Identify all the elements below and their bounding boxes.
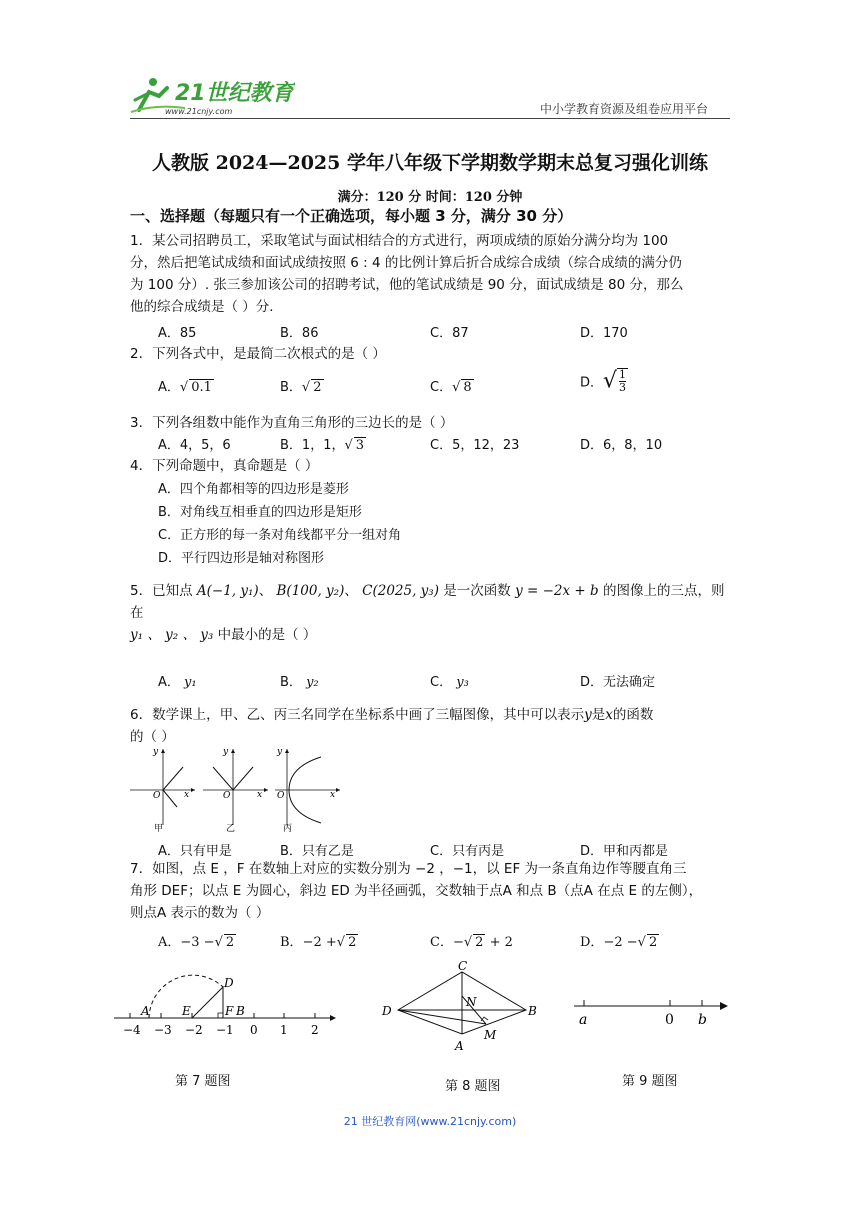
q6-line1a: 6．数学课上，甲、乙、丙三名同学在坐标系中画了三幅图像，其中可以表示 bbox=[130, 707, 585, 723]
q2-label-b: B． bbox=[280, 380, 302, 395]
q5-option-a[interactable] bbox=[158, 671, 197, 690]
q7-option-c[interactable]: C．−√ 2 + 2 bbox=[430, 935, 513, 950]
q6-option-c[interactable]: C．只有丙是 bbox=[430, 844, 505, 859]
q7-a-radicand: 2 bbox=[225, 935, 235, 950]
q2-label-d: D． bbox=[580, 375, 604, 391]
q7-option-a[interactable]: A．−3 −√ 2 bbox=[158, 935, 235, 950]
graph-jia bbox=[130, 747, 195, 834]
q5-end: 的图像上的三点，则在 bbox=[130, 583, 725, 621]
question-3: 3．下列各组数中能作为直角三角形的三边长的是（ ） bbox=[130, 415, 454, 431]
q7-option-d[interactable]: D．−2 −√ 2 bbox=[580, 935, 658, 950]
figure-7 bbox=[112, 970, 342, 1040]
fig8-caption: 第 8 题图 bbox=[445, 1079, 501, 1094]
question-7 bbox=[130, 858, 730, 924]
q2-option-d[interactable]: D．√ $\frac{1}{3}$ bbox=[580, 368, 627, 394]
fig7-point-a: A bbox=[141, 1004, 150, 1018]
fig7-point-f: F bbox=[225, 1004, 234, 1018]
fig9-label-a: a bbox=[579, 1012, 588, 1028]
question-1 bbox=[130, 230, 730, 318]
q2-a-radicand: 0.1 bbox=[191, 380, 212, 395]
fig7-tick: −1 bbox=[216, 1023, 234, 1037]
bing-y: y bbox=[277, 747, 283, 757]
fig9-caption: 第 9 题图 bbox=[622, 1074, 678, 1089]
q5-mid: 是一次函数 bbox=[443, 583, 511, 599]
q5-option-c[interactable] bbox=[430, 671, 469, 690]
fig8-point-d: D bbox=[382, 1004, 392, 1018]
graph-bing bbox=[275, 747, 340, 834]
fig7-point-e: E bbox=[182, 1004, 191, 1018]
q7-d-radicand: 2 bbox=[648, 935, 658, 950]
brand-logo bbox=[125, 70, 295, 118]
q7-line: 则点A 表示的数为（ ） bbox=[130, 905, 270, 921]
question-5 bbox=[130, 580, 730, 624]
yi-x: x bbox=[257, 790, 263, 800]
question-2: 2．下列各式中，是最简二次根式的是（ ） bbox=[130, 346, 386, 362]
fig8-point-n: N bbox=[466, 995, 477, 1009]
q2-c-radicand: 8 bbox=[463, 380, 472, 395]
q2-label-a: A． bbox=[158, 380, 180, 395]
question-4: 4．下列命题中，真命题是（ ） bbox=[130, 458, 319, 474]
q1-option-c[interactable]: C．87 bbox=[430, 326, 469, 341]
q5-option-b[interactable] bbox=[280, 671, 319, 690]
fig9-label-b: b bbox=[698, 1012, 707, 1028]
yi-y: y bbox=[223, 747, 229, 757]
q3-option-a[interactable]: A．4，5，6 bbox=[158, 438, 231, 453]
q4-option-b[interactable]: B．对角线互相垂直的四边形是矩形 bbox=[158, 505, 362, 520]
q2-option-a[interactable]: A．√ 0.1 bbox=[158, 380, 212, 395]
q3-b-radicand: 3 bbox=[355, 438, 365, 453]
q5-option-d[interactable]: D．无法确定 bbox=[580, 675, 656, 690]
q1-line: 为 100 分）. 张三参加该公司的招聘考试，他的笔试成绩是 90 分，面试成绩是 80 分，那么 bbox=[130, 277, 684, 293]
fig7-point-b: B bbox=[236, 1004, 245, 1018]
q5-point-b: B(100, y₂) bbox=[276, 583, 345, 599]
q1-option-b[interactable]: B．86 bbox=[280, 326, 319, 341]
q7-b-pre: −2 + bbox=[302, 935, 337, 950]
q5-point-a: A(−1, y₁) bbox=[196, 583, 259, 599]
bing-label: 丙 bbox=[283, 824, 293, 834]
yi-o: O bbox=[223, 791, 231, 801]
jia-x: x bbox=[184, 790, 190, 800]
q1-line: 他的综合成绩是（ ）分. bbox=[130, 299, 274, 315]
q5-sep: 、 bbox=[258, 583, 273, 599]
q5-function: y = −2x + b bbox=[515, 583, 599, 599]
q3-b-text: B．1，1， bbox=[280, 438, 345, 453]
q4-option-d[interactable]: D．平行四边形是轴对称图形 bbox=[158, 551, 325, 566]
fig8-point-c: C bbox=[458, 959, 468, 973]
q7-a-pre: −3 − bbox=[180, 935, 215, 950]
fig9-label-zero: 0 bbox=[665, 1012, 674, 1028]
fig7-tick: −2 bbox=[185, 1023, 203, 1037]
fig7-tick: −3 bbox=[154, 1023, 172, 1037]
q7-label-c: C． bbox=[430, 935, 453, 950]
logo-text: 21世纪教育 bbox=[175, 81, 294, 106]
logo-url: www.21cnjy.com bbox=[165, 107, 233, 116]
q6-option-d[interactable]: D．甲和丙都是 bbox=[580, 844, 669, 859]
exam-info: 满分：120 分 时间：120 分钟 bbox=[337, 190, 523, 205]
q2-option-c[interactable]: C．√ 8 bbox=[430, 380, 472, 395]
header-divider bbox=[130, 118, 730, 119]
fig8-point-a: A bbox=[455, 1039, 464, 1053]
q2-d-numerator: 1 bbox=[619, 368, 627, 381]
q3-option-d[interactable]: D．6，8，10 bbox=[580, 438, 663, 453]
page-title: 人教版 2024—2025 学年八年级下学期数学期末总复习强化训练 bbox=[152, 152, 708, 174]
q7-label-b: B． bbox=[280, 935, 303, 950]
fig7-tick: 0 bbox=[250, 1023, 258, 1037]
q5-sep: 、 bbox=[344, 583, 358, 599]
fig7-caption: 第 7 题图 bbox=[175, 1074, 231, 1089]
q7-line: 角形 DEF；以点 E 为圆心，斜边 ED 为半径画弧，交数轴于点A 和点 B（点A 在点 E 的左侧）， bbox=[130, 883, 703, 899]
q4-option-a[interactable]: A．四个角都相等的四边形是菱形 bbox=[158, 482, 349, 497]
q7-c-pre: − bbox=[452, 935, 464, 950]
q5-a-value: y₁ bbox=[184, 675, 197, 690]
jia-o: O bbox=[153, 791, 161, 801]
q7-line: 7．如图，点 E ，F 在数轴上对应的实数分别为 −2 ，−1，以 EF 为一条直角边作等腰直角三 bbox=[130, 861, 687, 877]
q5-b-value: y₂ bbox=[306, 675, 319, 690]
q1-line: 分，然后把笔试成绩和面试成绩按照 6 : 4 的比例计算后折合成综合成绩（综合成绩的满分仍 bbox=[130, 255, 682, 271]
footer-link[interactable]: 21 世纪教育网(www.21cnjy.com) bbox=[343, 1115, 517, 1128]
figure-9 bbox=[570, 990, 735, 1030]
q2-d-denominator: 3 bbox=[619, 381, 627, 394]
q2-option-b[interactable]: B．√ 2 bbox=[280, 380, 322, 395]
q7-option-b[interactable]: B．−2 +√ 2 bbox=[280, 935, 357, 950]
fig8-point-m: M bbox=[484, 1028, 497, 1042]
q2-b-radicand: 2 bbox=[313, 380, 322, 395]
q6-y: y bbox=[584, 707, 592, 723]
q6-is: 是 bbox=[591, 707, 606, 723]
q3-option-b[interactable]: B．1，1，√ 3 bbox=[280, 438, 365, 453]
q6-option-b[interactable]: B．只有乙是 bbox=[280, 844, 354, 859]
q7-c-post: + 2 bbox=[485, 935, 513, 950]
jia-label: 甲 bbox=[154, 824, 164, 834]
q5-label-c: C． bbox=[430, 675, 453, 690]
q7-label-a: A． bbox=[158, 935, 181, 950]
section-heading: 一、选择题（每题只有一个正确选项，每小题 3 分，满分 30 分） bbox=[130, 207, 573, 225]
q5-label-b: B． bbox=[280, 675, 302, 690]
fig7-tick: −4 bbox=[123, 1023, 141, 1037]
q6-line1b: 的函数 bbox=[612, 707, 654, 723]
q6-x: x bbox=[605, 707, 613, 723]
jia-y: y bbox=[153, 747, 159, 757]
q5-c-value: y₃ bbox=[456, 675, 469, 690]
q2-label-c: C． bbox=[430, 380, 453, 395]
fig7-point-d: D bbox=[224, 976, 234, 990]
q6-graphs bbox=[125, 745, 345, 835]
bing-x: x bbox=[330, 790, 336, 800]
question-5-line2 bbox=[130, 624, 730, 646]
fig7-tick: 2 bbox=[311, 1023, 319, 1037]
graph-yi bbox=[203, 747, 268, 834]
q3-option-c[interactable]: C．5，12，23 bbox=[430, 438, 520, 453]
platform-label: 中小学教育资源及组卷应用平台 bbox=[540, 102, 709, 116]
q5-vars: y₁ 、 y₂ 、 y₃ bbox=[130, 627, 214, 643]
q1-line: 1．某公司招聘员工，采取笔试与面试相结合的方式进行，两项成绩的原始分满分均为 100 bbox=[130, 233, 669, 249]
q5-point-c: C(2025, y₃) bbox=[362, 583, 439, 599]
q1-option-a[interactable]: A．85 bbox=[158, 326, 197, 341]
q1-option-d[interactable]: D．170 bbox=[580, 326, 628, 341]
fig8-point-b: B bbox=[528, 1004, 537, 1018]
figure-8 bbox=[378, 958, 548, 1068]
question-6 bbox=[130, 704, 730, 726]
q7-label-d: D． bbox=[580, 935, 604, 950]
q6-option-a[interactable]: A．只有甲是 bbox=[158, 844, 232, 859]
q5-prefix: 5．已知点 bbox=[130, 583, 193, 599]
fig7-tick: 1 bbox=[280, 1023, 288, 1037]
q4-option-c[interactable]: C．正方形的每一条对角线都平分一组对角 bbox=[158, 528, 402, 543]
bing-o: O bbox=[277, 791, 285, 801]
q7-c-radicand: 2 bbox=[475, 935, 484, 950]
q5-line2-end: 中最小的是（ ） bbox=[217, 627, 317, 643]
question-6-line2: 的（ ） bbox=[130, 729, 175, 745]
q7-b-radicand: 2 bbox=[348, 935, 357, 950]
q7-d-pre: −2 − bbox=[603, 935, 638, 950]
q5-label-a: A． bbox=[158, 675, 180, 690]
yi-label: 乙 bbox=[226, 824, 236, 834]
